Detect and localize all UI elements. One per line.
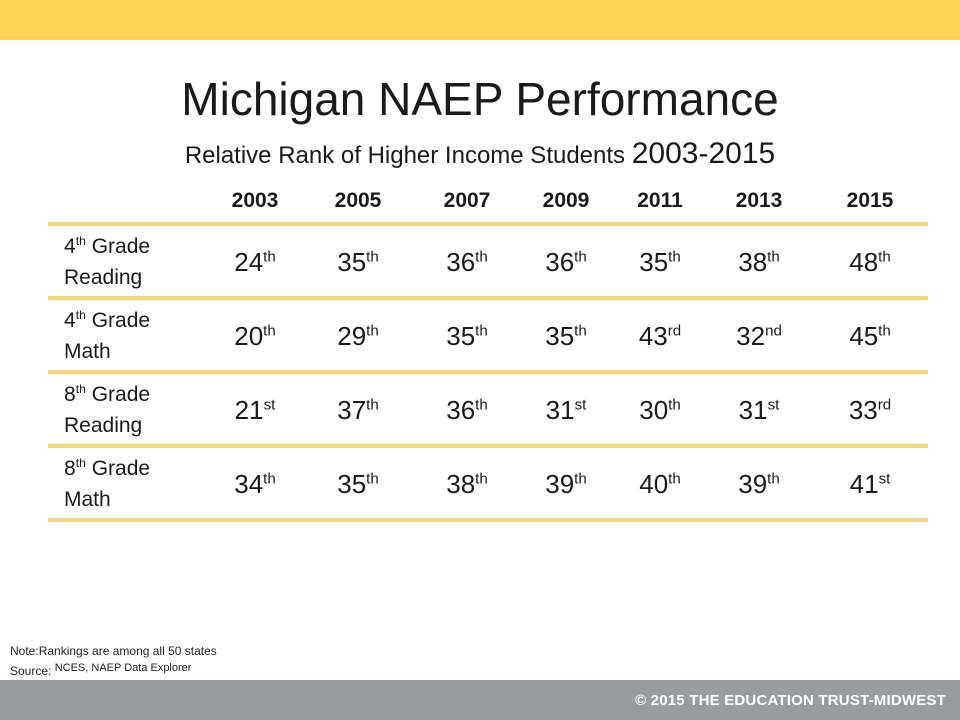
rank-suffix: th <box>767 248 780 266</box>
rank-number: 31 <box>738 395 768 425</box>
column-header-year: 2003 <box>231 189 279 212</box>
grade-word: Grade <box>91 235 151 258</box>
rank-number: 38 <box>738 247 768 277</box>
rank-number: 35 <box>545 321 575 351</box>
rank-table <box>48 180 928 522</box>
column-header-year: 2007 <box>443 189 491 212</box>
grade-suffix: th <box>75 308 86 322</box>
rank-suffix: th <box>574 248 587 266</box>
rank-suffix: th <box>475 248 488 266</box>
rank-suffix: th <box>263 470 276 488</box>
rank-cell <box>313 320 403 352</box>
grade-number: 8 <box>64 383 76 406</box>
rank-suffix: rd <box>667 322 682 340</box>
grade-suffix: th <box>75 234 86 248</box>
subject: Reading <box>64 266 143 289</box>
rank-suffix: th <box>366 248 379 266</box>
rank-cell <box>714 246 804 278</box>
column-header-year: 2005 <box>334 189 382 212</box>
grade-number: 8 <box>64 457 76 480</box>
rank-number: 38 <box>446 469 476 499</box>
rank-number: 30 <box>639 395 669 425</box>
rank-number: 32 <box>736 321 766 351</box>
subtitle-text: Relative Rank of Higher Income Students <box>184 142 626 169</box>
grade-word: Grade <box>91 309 151 332</box>
rank-cell <box>825 246 915 278</box>
rank-cell <box>714 394 804 426</box>
rank-number: 48 <box>849 247 879 277</box>
rank-cell <box>521 246 611 278</box>
rank-cell <box>825 394 915 426</box>
source-text: NCES, NAEP Data Explorer <box>54 662 192 674</box>
rank-cell <box>615 468 705 500</box>
rank-suffix: th <box>263 248 276 266</box>
rank-cell <box>825 468 915 500</box>
rank-suffix: th <box>668 396 681 414</box>
source-label: Source: <box>10 664 52 678</box>
column-header-year: 2015 <box>846 189 894 212</box>
rank-number: 39 <box>545 469 575 499</box>
top-accent-bar <box>0 0 960 40</box>
rank-cell <box>210 394 300 426</box>
note-label: Note: <box>10 644 39 658</box>
rank-cell <box>825 320 915 352</box>
rank-cell <box>210 320 300 352</box>
rank-number: 35 <box>639 247 669 277</box>
rank-suffix: th <box>475 322 488 340</box>
grade-suffix: th <box>75 382 86 396</box>
rank-number: 39 <box>738 469 768 499</box>
rank-cell <box>615 246 705 278</box>
rank-suffix: st <box>263 396 276 414</box>
rank-number: 35 <box>337 247 367 277</box>
rank-cell <box>422 468 512 500</box>
rank-number: 36 <box>446 247 476 277</box>
rank-suffix: th <box>475 396 488 414</box>
footer-bar <box>0 680 960 720</box>
rank-suffix: st <box>767 396 780 414</box>
table-row <box>48 448 928 518</box>
grade-suffix: th <box>75 456 86 470</box>
subject: Reading <box>64 414 143 437</box>
rank-number: 45 <box>849 321 879 351</box>
rank-number: 31 <box>545 395 575 425</box>
rank-number: 21 <box>234 395 264 425</box>
rank-cell <box>422 246 512 278</box>
rank-suffix: th <box>366 470 379 488</box>
column-header-year: 2009 <box>542 189 590 212</box>
column-header-year: 2011 <box>637 189 683 212</box>
rank-cell <box>521 468 611 500</box>
rank-number: 33 <box>848 395 878 425</box>
rank-number: 43 <box>638 321 668 351</box>
rank-suffix: th <box>878 248 891 266</box>
rank-cell <box>313 468 403 500</box>
rank-suffix: nd <box>765 322 782 340</box>
rank-cell <box>521 320 611 352</box>
rank-suffix: th <box>668 470 681 488</box>
rank-cell <box>422 320 512 352</box>
rank-cell <box>714 468 804 500</box>
rank-suffix: st <box>574 396 587 414</box>
rank-cell <box>210 468 300 500</box>
rank-cell <box>313 394 403 426</box>
column-header-year: 2013 <box>735 189 783 212</box>
rank-suffix: th <box>574 470 587 488</box>
row-label <box>64 379 214 441</box>
subtitle <box>0 136 960 174</box>
subject: Math <box>64 340 111 363</box>
rank-suffix: st <box>878 470 891 488</box>
rank-number: 36 <box>446 395 476 425</box>
rank-number: 35 <box>337 469 367 499</box>
grade-number: 4 <box>64 235 76 258</box>
grade-word: Grade <box>91 383 151 406</box>
rank-number: 34 <box>234 469 264 499</box>
table-row <box>48 226 928 296</box>
rank-suffix: th <box>878 322 891 340</box>
rank-number: 35 <box>446 321 476 351</box>
rank-cell <box>714 320 804 352</box>
note-text: Rankings are among all 50 states <box>38 644 217 658</box>
rank-cell <box>210 246 300 278</box>
grade-number: 4 <box>64 309 76 332</box>
rank-suffix: th <box>668 248 681 266</box>
page-title: Michigan NAEP Performance <box>181 73 779 125</box>
rank-suffix: rd <box>877 396 892 414</box>
rank-cell <box>422 394 512 426</box>
rank-number: 37 <box>337 395 367 425</box>
rank-suffix: th <box>767 470 780 488</box>
grade-word: Grade <box>91 457 151 480</box>
rank-suffix: th <box>263 322 276 340</box>
source <box>10 662 191 681</box>
rank-number: 24 <box>234 247 264 277</box>
subject: Math <box>64 488 111 511</box>
rank-cell <box>615 394 705 426</box>
row-label <box>64 231 214 293</box>
rank-cell <box>313 246 403 278</box>
rank-cell <box>615 320 705 352</box>
rank-cell <box>521 394 611 426</box>
table-header-row <box>48 180 928 222</box>
table-rule <box>48 518 928 522</box>
rank-suffix: th <box>366 396 379 414</box>
rank-number: 36 <box>545 247 575 277</box>
row-label <box>64 453 214 515</box>
subtitle-years: 2003-2015 <box>631 137 776 170</box>
rank-number: 20 <box>234 321 264 351</box>
table-row <box>48 374 928 444</box>
rank-number: 41 <box>849 469 879 499</box>
rank-number: 40 <box>639 469 669 499</box>
row-label <box>64 305 214 367</box>
table-row <box>48 300 928 370</box>
table-body <box>48 226 928 522</box>
note <box>10 642 217 660</box>
rank-suffix: th <box>574 322 587 340</box>
rank-number: 29 <box>337 321 367 351</box>
footer-copyright: © 2015 THE EDUCATION TRUST-MIDWEST <box>635 692 946 709</box>
rank-suffix: th <box>475 470 488 488</box>
rank-suffix: th <box>366 322 379 340</box>
